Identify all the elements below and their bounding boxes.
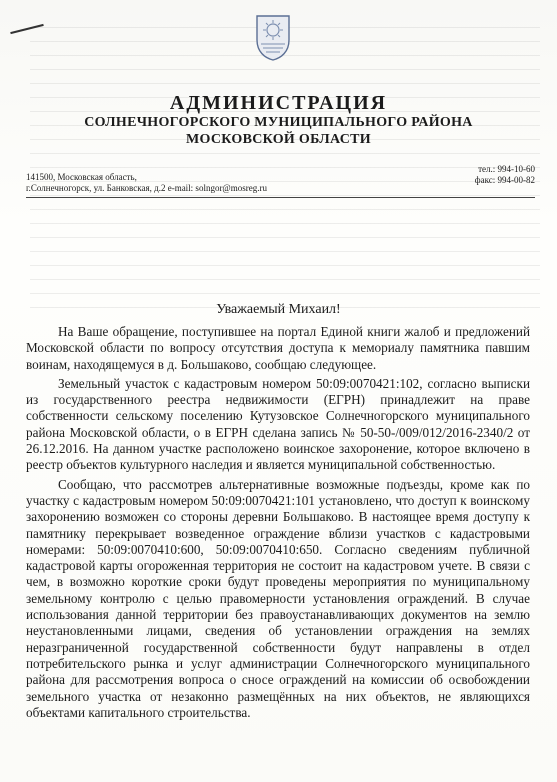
paragraph: Земельный участок с кадастровым номером 50:09:0070421:102, согласно выписки из государственного реестра недвижимости (ЕГРН) принадлежит на праве собственности сельскому поселению Кутузовское Солнечногорского муниципального района Московской области, о в ЕГРН сделана запись № 50-50-/009/012/2016-2340/2 от 26.12.2016. На данном участке расположено воинское захоронение, которое включено в реестр объектов культурного наследия и является муниципальной собственностью. [26, 375, 530, 473]
letter-body [26, 324, 530, 721]
phone-number: тел.: 994-10-60 [478, 164, 535, 174]
org-title: АДМИНИСТРАЦИЯ [169, 92, 388, 114]
paragraph: На Ваше обращение, поступившее на портал Единой книги жалоб и предложений Московской области по вопросу отсутствия доступа к мемориалу памятника павшим воинам, находящемуся в д. Большаково, сообщаю следующее. [26, 324, 530, 372]
address-line1: 141500, Московская область, [26, 172, 137, 182]
org-subtitle-line2: МОСКОВСКОЙ ОБЛАСТИ [186, 132, 371, 147]
header-divider [26, 197, 535, 198]
greeting: Уважаемый Михаил! [216, 302, 341, 317]
coat-of-arms-icon [253, 12, 293, 62]
fax-number: факс: 994-00-82 [474, 175, 535, 185]
org-subtitle-line1: СОЛНЕЧНОГОРСКОГО МУНИЦИПАЛЬНОГО РАЙОНА [84, 115, 473, 130]
paragraph: Сообщаю, что рассмотрев альтернативные возможные подъезды, кроме как по участку с кадастровым номером 50:09:0070421:101 установлено, что доступ к воинскому захоронению возможен со стороны деревни Большаково. В настоящее время доступу к памятнику перекрывает возведенное ограждение вблизи участков с кадастровыми номерами: 50:09:0070410:600, 50:09:0070410:650. Согласно сведениям публичной кадастровой карты огороженная территория не состоит на кадастровом учете. В связи с чем, в возможно короткие сроки будут проведены мероприятия по муниципальному земельному контролю с целью правомерности установления ограждений. В случае использования данной территории без правоустанавливающих документов на землю неустановленными лицами, сведения об установлении ограждения на землях неразграниченной государственной собственности будут направлены в отдел потребительского рынка и услуг администрации Солнечногорского муниципального района для рассмотрения вопроса о сносе ограждений на комиссии об освобождении земельного участка от незаконно размещённых на них объектов, не являющихся объектами капитального строительства. [26, 476, 530, 720]
address-line2: г.Солнечногорск, ул. Банковская, д.2 e-mail: solngor@mosreg.ru [26, 183, 267, 193]
